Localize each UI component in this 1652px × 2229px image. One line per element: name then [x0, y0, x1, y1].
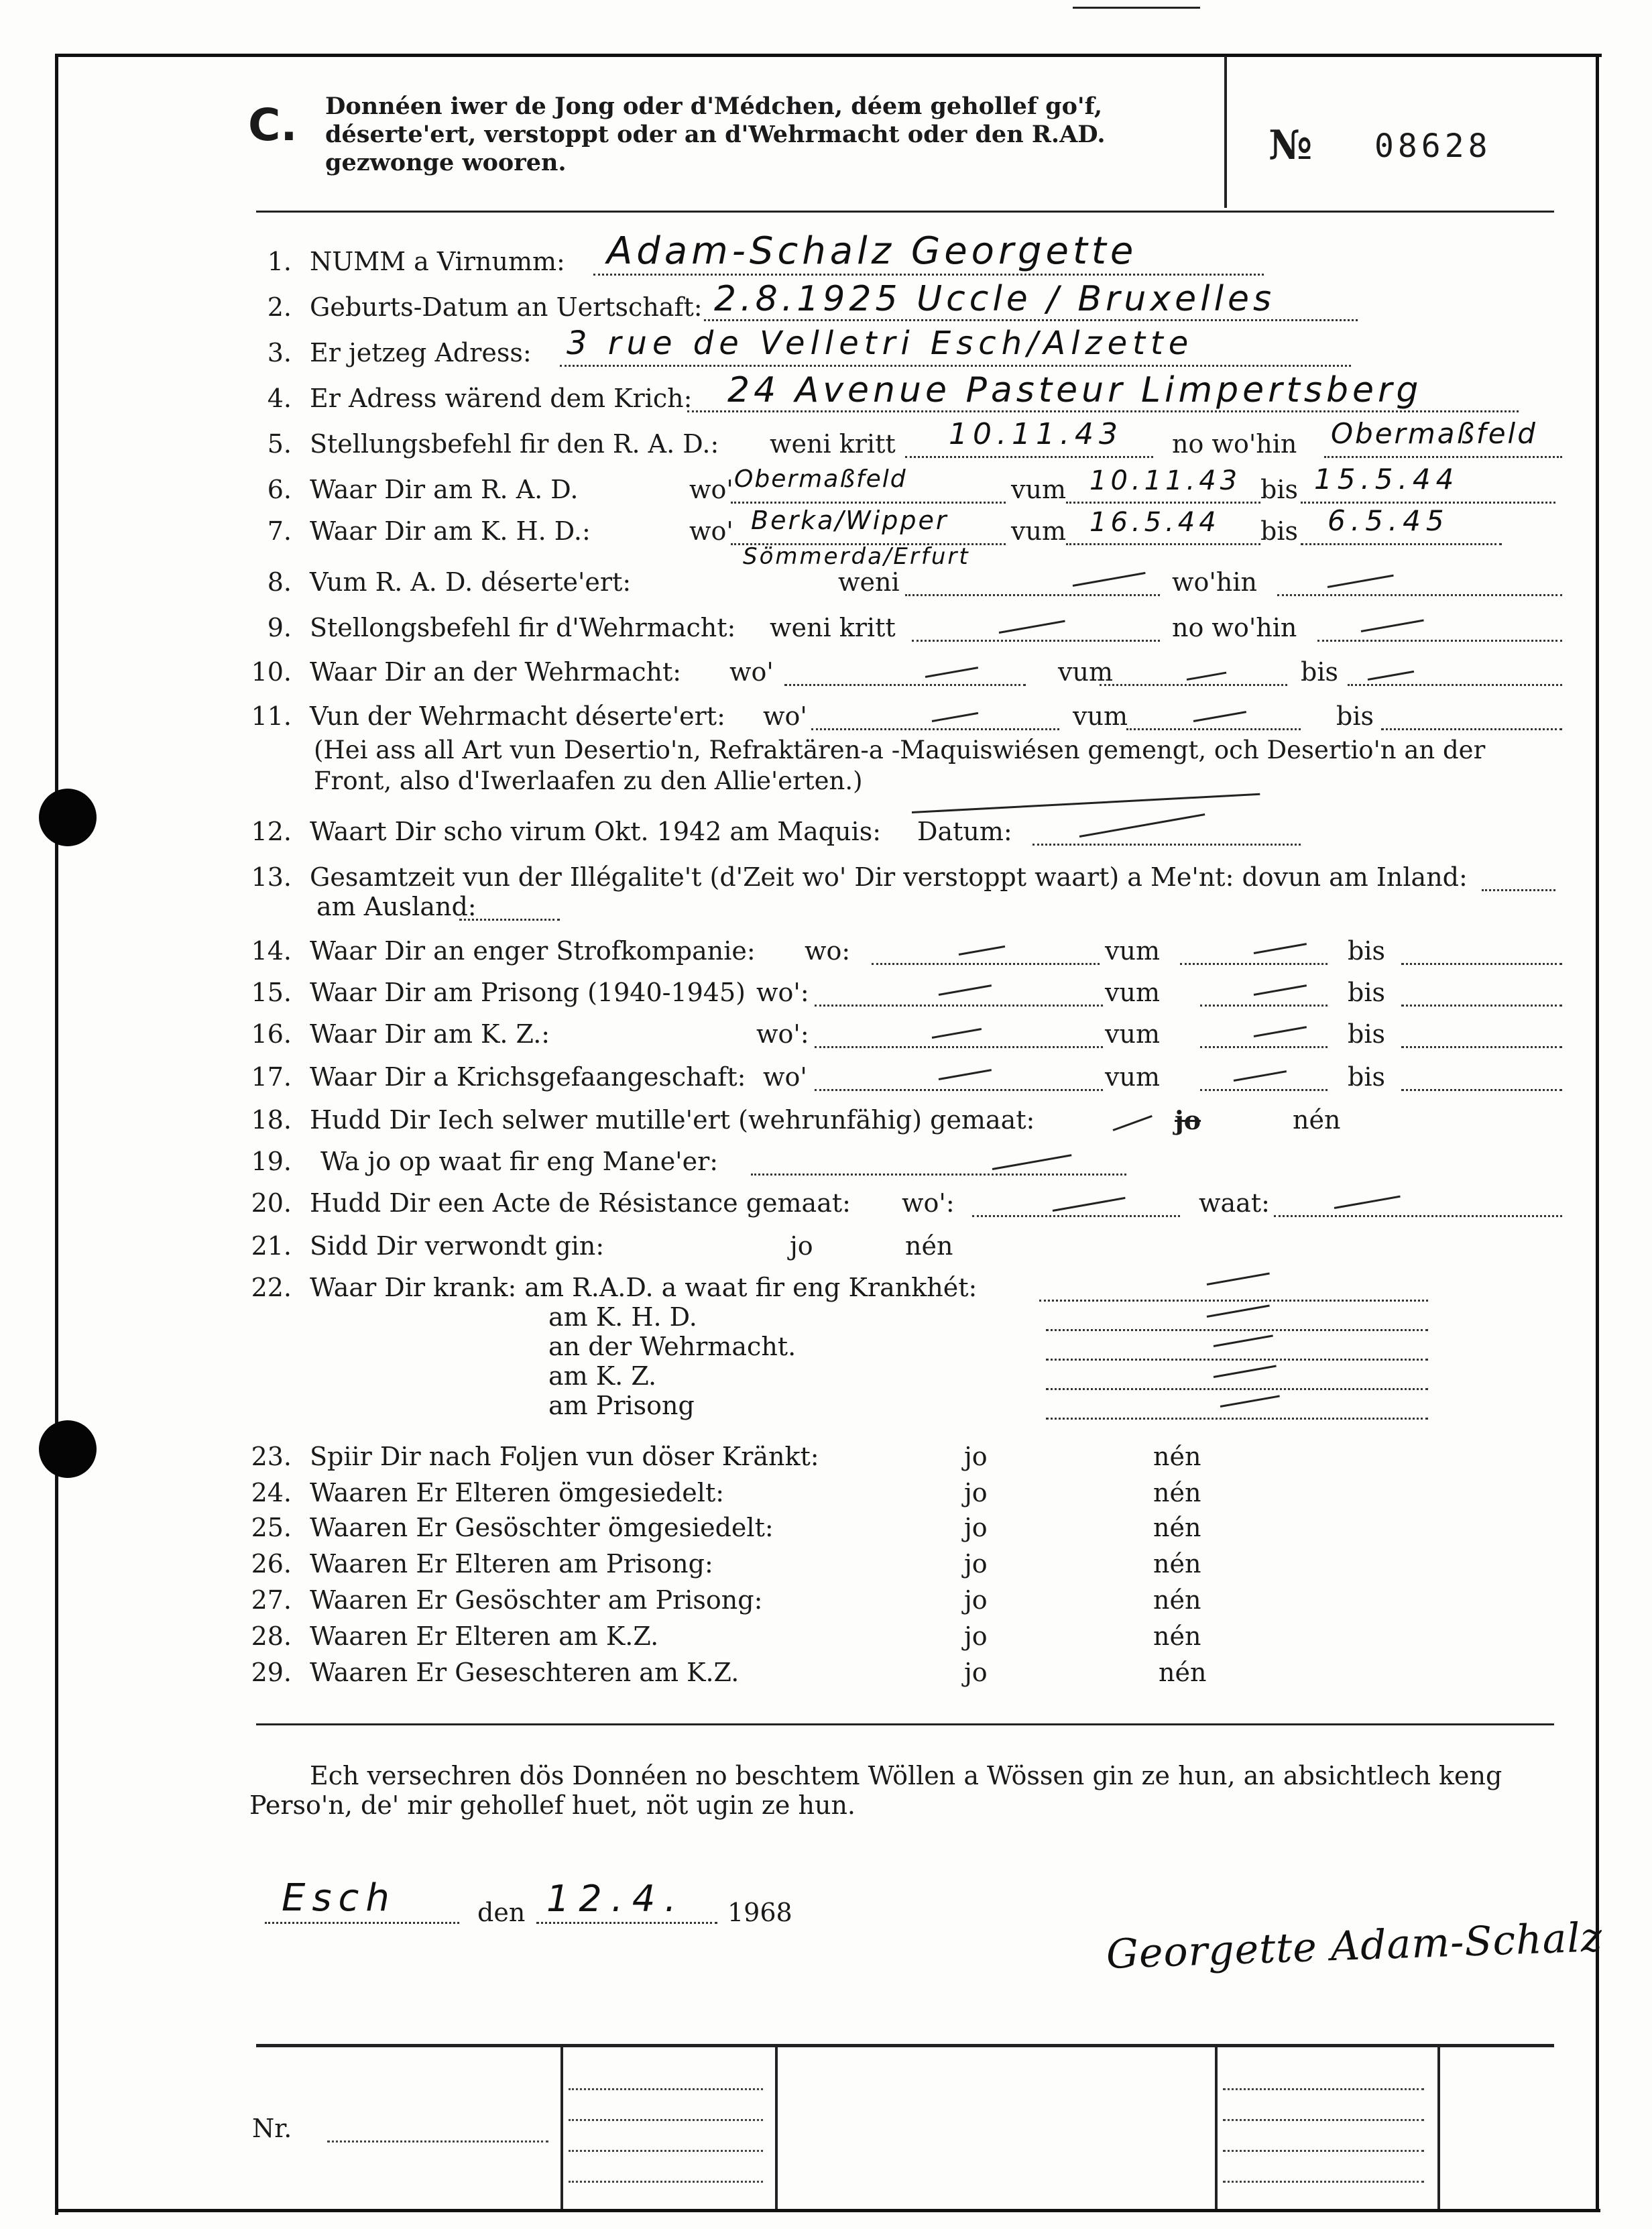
- field-14-vum-label: vum: [1105, 936, 1160, 966]
- field-10-wo-line: [784, 684, 1026, 686]
- top-edge-mark: [1073, 7, 1200, 9]
- field-16-vum-label: vum: [1105, 1019, 1160, 1049]
- field-26-number: 26.: [251, 1549, 292, 1579]
- field-22-sub-4: am Prisong: [548, 1391, 695, 1420]
- field-7-bis-value[interactable]: 6.5.45: [1328, 504, 1450, 537]
- field-22-sub-2: an der Wehrmacht.: [548, 1332, 796, 1361]
- field-6-bis-label: bis: [1260, 475, 1298, 504]
- field-11-label: Vun der Wehrmacht déserte'ert:: [310, 701, 725, 731]
- field-11-bis-line: [1381, 728, 1562, 730]
- signing-place-line: [265, 1922, 459, 1924]
- field-24-nen-option[interactable]: nén: [1153, 1478, 1201, 1507]
- field-27-jo-option[interactable]: jo: [964, 1585, 988, 1615]
- field-9-weni-label: weni kritt: [770, 613, 896, 642]
- field-6-wo-value[interactable]: Obermaßfeld: [734, 465, 907, 493]
- registry-col-2: [775, 2047, 778, 2209]
- registry-cell-line-1: [569, 2088, 763, 2090]
- field-1-value[interactable]: Adam-Schalz Georgette: [607, 229, 1138, 273]
- field-7-wo-value-2[interactable]: Sömmerda/Erfurt: [743, 543, 970, 570]
- signing-den-label: den: [477, 1898, 526, 1927]
- form-frame-right: [1596, 54, 1599, 2212]
- field-10-vum-line: [1100, 684, 1287, 686]
- field-9-weni-line: [912, 640, 1160, 642]
- field-15-wo-line: [815, 1005, 1103, 1007]
- registry-cell-line-8: [1223, 2181, 1424, 2183]
- field-9-number: 9.: [267, 613, 292, 642]
- field-6-bis-line: [1301, 502, 1555, 504]
- field-28-jo-option[interactable]: jo: [964, 1621, 988, 1651]
- field-3-label: Er jetzeg Adress:: [310, 338, 532, 367]
- declaration-line-1: Ech versechren dös Donnéen no beschtem Wöllen a Wössen gin ze hun, an absichtlech keng: [310, 1761, 1502, 1790]
- signing-date-line: [536, 1922, 717, 1924]
- field-29-label: Waaren Er Geseschteren am K.Z.: [310, 1658, 740, 1687]
- field-20-label: Hudd Dir een Acte de Résistance gemaat:: [310, 1188, 851, 1218]
- field-20-waat-line: [1274, 1215, 1562, 1217]
- field-15-wo-label: wo':: [756, 978, 809, 1007]
- field-5-weni-label: weni kritt: [770, 429, 896, 459]
- field-20-wo-line: [972, 1215, 1180, 1217]
- field-7-bis-line: [1301, 543, 1502, 545]
- field-11-wo-label: wo': [763, 701, 807, 731]
- field-26-label: Waaren Er Elteren am Prisong:: [310, 1549, 713, 1579]
- field-22-line-5: [1046, 1418, 1428, 1420]
- field-16-bis-line: [1401, 1046, 1562, 1048]
- field-3-line: [560, 365, 1351, 367]
- field-13-number: 13.: [251, 862, 292, 892]
- field-16-number: 16.: [251, 1019, 292, 1049]
- header-divider: [1224, 56, 1227, 208]
- field-11-note: (Hei ass all Art vun Desertio'n, Refraktären-a -Maquiswiésen gemengt, och Desertio'n an der Front, also d'Iwerlaafen zu den Allie'erten.): [314, 736, 1486, 795]
- field-14-wo-line: [872, 963, 1100, 965]
- field-10-number: 10.: [251, 657, 292, 687]
- field-1-label: NUMM a Virnumm:: [310, 247, 565, 276]
- field-6-vum-value[interactable]: 10.11.43: [1089, 465, 1242, 496]
- field-2-label: Geburts-Datum an Uertschaft:: [310, 292, 703, 322]
- field-18-nen-option[interactable]: nén: [1293, 1105, 1341, 1135]
- field-14-number: 14.: [251, 936, 292, 966]
- section-letter: C.: [248, 99, 298, 151]
- field-25-jo-option[interactable]: jo: [964, 1513, 988, 1542]
- field-29-number: 29.: [251, 1658, 292, 1687]
- field-7-wo-label: wo': [689, 516, 733, 546]
- field-17-wo-label: wo': [763, 1062, 807, 1092]
- registry-cell-line-7: [1223, 2150, 1424, 2152]
- field-17-bis-line: [1401, 1089, 1562, 1091]
- field-23-label: Spiir Dir nach Foljen vun döser Kränkt:: [310, 1442, 819, 1471]
- field-6-vum-label: vum: [1011, 475, 1066, 504]
- field-8-weni-label: weni: [838, 567, 900, 597]
- registry-cell-line-2: [569, 2119, 763, 2121]
- field-1-number: 1.: [267, 247, 292, 276]
- field-27-label: Waaren Er Gesöschter am Prisong:: [310, 1585, 763, 1615]
- field-7-bis-label: bis: [1260, 516, 1298, 546]
- field-12-datum-line: [1032, 844, 1301, 846]
- field-12-number: 12.: [251, 817, 292, 846]
- field-25-number: 25.: [251, 1513, 292, 1542]
- signing-year: 1968: [727, 1898, 792, 1927]
- field-10-bis-label: bis: [1301, 657, 1338, 687]
- header-rule: [256, 211, 1554, 213]
- field-21-label: Sidd Dir verwondt gin:: [310, 1231, 605, 1261]
- punch-hole-bottom: [39, 1420, 97, 1478]
- field-29-nen-option[interactable]: nén: [1159, 1658, 1207, 1687]
- field-10-vum-label: vum: [1058, 657, 1113, 687]
- field-14-vum-line: [1180, 963, 1328, 965]
- registry-nr-line: [327, 2140, 548, 2142]
- field-5-label: Stellungsbefehl fir den R. A. D.:: [310, 429, 719, 459]
- field-6-label: Waar Dir am R. A. D.: [310, 475, 579, 504]
- field-22-sub-1: am K. H. D.: [548, 1302, 697, 1332]
- field-11-number: 11.: [251, 701, 292, 731]
- field-17-vum-line: [1200, 1089, 1328, 1091]
- field-5-no-label: no wo'hin: [1172, 429, 1297, 459]
- field-3-value[interactable]: 3 rue de Velletri Esch/Alzette: [567, 325, 1194, 362]
- field-6-number: 6.: [267, 475, 292, 504]
- field-24-label: Waaren Er Elteren ömgesiedelt:: [310, 1478, 725, 1507]
- field-22-line-2: [1046, 1329, 1428, 1331]
- field-18-number: 18.: [251, 1105, 292, 1135]
- field-13-inland-line: [1482, 889, 1555, 891]
- form-title: Donnéen iwer de Jong oder d'Médchen, déem gehollef go'f, déserte'ert, verstoppt oder an d'Wehrmacht oder den R.AD. gezwonge wooren.: [325, 93, 1106, 176]
- field-16-wo-label: wo':: [756, 1019, 809, 1049]
- field-7-vum-label: vum: [1011, 516, 1066, 546]
- field-15-bis-label: bis: [1348, 978, 1385, 1007]
- field-5-weni-value[interactable]: 10.11.43: [949, 417, 1123, 451]
- field-18-label: Hudd Dir Iech selwer mutille'ert (wehrunfähig) gemaat:: [310, 1105, 1035, 1135]
- field-9-label: Stellongsbefehl fir d'Wehrmacht:: [310, 613, 736, 642]
- field-14-bis-label: bis: [1348, 936, 1385, 966]
- field-25-label: Waaren Er Gesöschter ömgesiedelt:: [310, 1513, 774, 1542]
- field-7-vum-line: [1066, 543, 1260, 545]
- field-10-bis-line: [1348, 684, 1562, 686]
- field-6-wo-label: wo': [689, 475, 733, 504]
- field-24-number: 24.: [251, 1478, 292, 1507]
- field-9-no-line: [1317, 640, 1562, 642]
- field-24-jo-option[interactable]: jo: [964, 1478, 988, 1507]
- field-3-number: 3.: [267, 338, 292, 367]
- field-23-nen-option[interactable]: nén: [1153, 1442, 1201, 1471]
- field-13-ausland-line: [459, 919, 560, 921]
- field-12-datum-label: Datum:: [917, 817, 1012, 846]
- field-4-number: 4.: [267, 384, 292, 413]
- field-15-vum-label: vum: [1105, 978, 1160, 1007]
- field-25-nen-option[interactable]: nén: [1153, 1513, 1201, 1542]
- registry-col-1: [560, 2047, 563, 2209]
- field-6-bis-value[interactable]: 15.5.44: [1314, 463, 1460, 496]
- field-2-line: [704, 319, 1358, 321]
- field-17-label: Waar Dir a Krichsgefaangeschaft:: [310, 1062, 746, 1092]
- field-29-jo-option[interactable]: jo: [964, 1658, 988, 1687]
- field-16-bis-label: bis: [1348, 1019, 1385, 1049]
- field-20-wo-label: wo':: [902, 1188, 955, 1218]
- field-11-wo-line: [811, 728, 1059, 730]
- field-28-number: 28.: [251, 1621, 292, 1651]
- field-4-value[interactable]: 24 Avenue Pasteur Limpertsberg: [727, 370, 1423, 410]
- field-28-nen-option[interactable]: nén: [1153, 1621, 1201, 1651]
- field-15-number: 15.: [251, 978, 292, 1007]
- field-15-vum-line: [1200, 1005, 1328, 1007]
- field-8-label: Vum R. A. D. déserte'ert:: [310, 567, 632, 597]
- registry-cell-line-3: [569, 2150, 763, 2152]
- field-4-label: Er Adress wärend dem Krich:: [310, 384, 693, 413]
- field-1-line: [593, 274, 1264, 276]
- field-22-line-4: [1046, 1388, 1428, 1390]
- field-22-number: 22.: [251, 1273, 292, 1302]
- field-13-label-2: am Ausland:: [316, 892, 477, 921]
- field-27-nen-option[interactable]: nén: [1153, 1585, 1201, 1615]
- field-4-line: [687, 410, 1519, 412]
- registry-col-4: [1437, 2047, 1440, 2209]
- field-5-number: 5.: [267, 429, 292, 459]
- field-13-label: Gesamtzeit vun der Illégalite't (d'Zeit wo' Dir verstoppt waart) a Me'nt: dovun am Inland:: [310, 862, 1468, 892]
- field-28-label: Waaren Er Elteren am K.Z.: [310, 1621, 659, 1651]
- field-19-label: Wa jo op waat fir eng Mane'er:: [320, 1147, 719, 1176]
- field-11-bis-label: bis: [1336, 701, 1374, 731]
- field-14-wo-label: wo:: [805, 936, 851, 966]
- field-10-label: Waar Dir an der Wehrmacht:: [310, 657, 682, 687]
- field-9-no-label: no wo'hin: [1172, 613, 1297, 642]
- field-22-label: Waar Dir krank: am R.A.D. a waat fir eng Krankhét:: [310, 1273, 978, 1302]
- registry-col-3: [1215, 2047, 1218, 2209]
- field-2-value[interactable]: 2.8.1925 Uccle / Bruxelles: [714, 279, 1276, 319]
- field-20-waat-label: waat:: [1199, 1188, 1270, 1218]
- field-12-label: Waart Dir scho virum Okt. 1942 am Maquis:: [310, 817, 882, 846]
- field-17-wo-line: [815, 1089, 1103, 1091]
- field-27-number: 27.: [251, 1585, 292, 1615]
- field-26-nen-option[interactable]: nén: [1153, 1549, 1201, 1579]
- field-22-line-1: [1039, 1300, 1428, 1302]
- field-8-number: 8.: [267, 567, 292, 597]
- number-sign: №: [1268, 122, 1313, 169]
- registry-cell-line-4: [569, 2181, 763, 2183]
- field-26-jo-option[interactable]: jo: [964, 1549, 988, 1579]
- signing-date[interactable]: 12.4.: [546, 1878, 686, 1920]
- form-number: 08628: [1374, 127, 1492, 165]
- form-frame-bottom: [55, 2209, 1600, 2212]
- field-18-jo-option[interactable]: jo: [1175, 1105, 1201, 1135]
- field-11-vum-label: vum: [1073, 701, 1128, 731]
- signature: Georgette Adam-Schalz: [1105, 1914, 1604, 1978]
- field-5-weni-line: [905, 456, 1153, 458]
- field-5-no-line: [1324, 456, 1562, 458]
- registry-cell-line-5: [1223, 2088, 1424, 2090]
- declaration-rule: [256, 1723, 1554, 1725]
- field-14-bis-line: [1401, 963, 1562, 965]
- field-21-nen-option[interactable]: nén: [905, 1231, 953, 1261]
- signing-place[interactable]: Esch: [282, 1876, 396, 1920]
- registry-nr-label: Nr.: [252, 2114, 292, 2143]
- field-7-wo-value[interactable]: Berka/Wipper: [751, 506, 949, 535]
- registry-top-rule: [256, 2044, 1554, 2047]
- field-5-no-value[interactable]: Obermaßfeld: [1331, 417, 1537, 450]
- field-16-wo-line: [815, 1046, 1103, 1048]
- field-19-number: 19.: [251, 1147, 292, 1176]
- field-19-line: [751, 1174, 1126, 1176]
- field-20-number: 20.: [251, 1188, 292, 1218]
- field-21-jo-option[interactable]: jo: [790, 1231, 813, 1261]
- field-23-jo-option[interactable]: jo: [964, 1442, 988, 1471]
- field-15-label: Waar Dir am Prisong (1940-1945): [310, 978, 746, 1007]
- registry-cell-line-6: [1223, 2119, 1424, 2121]
- field-7-number: 7.: [267, 516, 292, 546]
- field-22-sub-3: am K. Z.: [548, 1361, 657, 1391]
- field-10-wo-label: wo': [729, 657, 774, 687]
- field-6-vum-line: [1066, 502, 1260, 504]
- declaration-line-2: Perso'n, de' mir gehollef huet, nöt ugin ze hun.: [249, 1790, 856, 1820]
- field-17-vum-label: vum: [1105, 1062, 1160, 1092]
- field-21-number: 21.: [251, 1231, 292, 1261]
- punch-hole-top: [39, 789, 97, 846]
- field-17-bis-label: bis: [1348, 1062, 1385, 1092]
- field-16-label: Waar Dir am K. Z.:: [310, 1019, 550, 1049]
- field-14-label: Waar Dir an enger Strofkompanie:: [310, 936, 756, 966]
- field-2-number: 2.: [267, 292, 292, 322]
- field-11-vum-line: [1126, 728, 1301, 730]
- field-8-no-label: wo'hin: [1172, 567, 1257, 597]
- field-8-weni-line: [905, 594, 1160, 596]
- field-6-wo-line: [731, 502, 1006, 504]
- field-15-bis-line: [1401, 1005, 1562, 1007]
- field-8-no-line: [1277, 594, 1562, 596]
- field-22-line-3: [1046, 1359, 1428, 1361]
- field-23-number: 23.: [251, 1442, 292, 1471]
- field-7-label: Waar Dir am K. H. D.:: [310, 516, 591, 546]
- field-17-number: 17.: [251, 1062, 292, 1092]
- field-16-vum-line: [1200, 1046, 1328, 1048]
- field-7-vum-value[interactable]: 16.5.44: [1089, 507, 1220, 538]
